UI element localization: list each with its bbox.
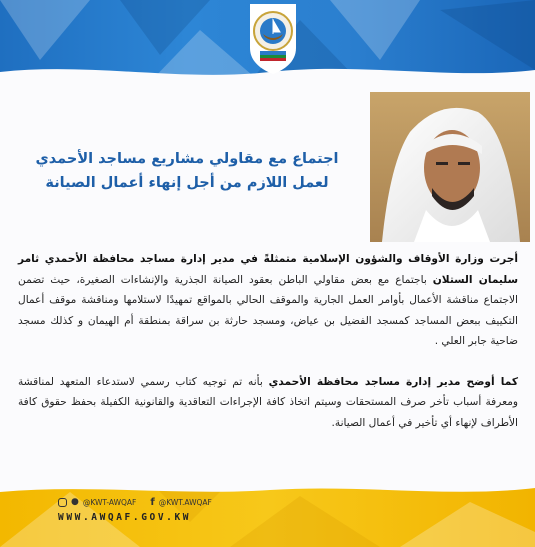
facebook-icon[interactable]: f xyxy=(150,496,155,508)
kuwait-emblem-icon xyxy=(246,4,300,74)
paragraph-2-lead: كما أوضح مدير إدارة مساجد محافظة الأحمدي xyxy=(268,375,519,388)
instagram-icon[interactable] xyxy=(58,498,67,507)
facebook-handle[interactable]: @KWT.AWQAF xyxy=(158,497,212,507)
post-title xyxy=(17,147,357,195)
social-handles xyxy=(58,495,218,509)
title-line-2: لعمل اللازم من أجل إنهاء أعمال الصيانة xyxy=(45,175,329,191)
website-url[interactable]: WWW.AWQAF.GOV.KW xyxy=(58,512,192,523)
post-body xyxy=(18,249,518,433)
paragraph-1-lead: أجرت وزارة الأوقاف والشؤون الإسلامية متمثلةً في مدير إدارة مساجد محافظة الأحمدي ثامر سليمان الستلان xyxy=(18,253,518,286)
title-line-1: اجتماع مع مقاولي مشاريع مساجد الأحمدي xyxy=(35,151,339,167)
official-portrait xyxy=(370,92,530,242)
paragraph-1 xyxy=(18,249,518,352)
twitter-icon[interactable]: ● xyxy=(71,496,79,507)
paragraph-1-text: باجتماع مع بعض مقاولي الباطن بعقود الصيانة الجذرية والإنشاءات الصغيرة، حيث تضمن الاجتماع مناقشة الأعمال بأوامر العمل الجارية والموقف الحالي بالمواقع تمهيدًا لاستلامها ومناقشة موقف أعمال التكييف ببعض المساجد كمسجد الفضيل بن عياض، ومسجد حارثة بن سراقة بمنطقة أم الهيمان و كذلك مسجد ضاحية جابر العلي . xyxy=(18,273,518,347)
instagram-twitter-handle[interactable]: @KWT-AWQAF xyxy=(82,497,137,507)
paragraph-2-text: بأنه تم توجيه كتاب رسمي لاستدعاء المتعهد لمناقشة ومعرفة أسباب تأخر صرف المستحقات وسيتم اتخاذ كافة الإجراءات التعاقدية والقانونية الكفيلة بحفظ حقوق كافة الأطراف لإنهاء أي تأخير في أعمال الصيانة. xyxy=(18,375,518,429)
paragraph-2 xyxy=(18,372,518,434)
